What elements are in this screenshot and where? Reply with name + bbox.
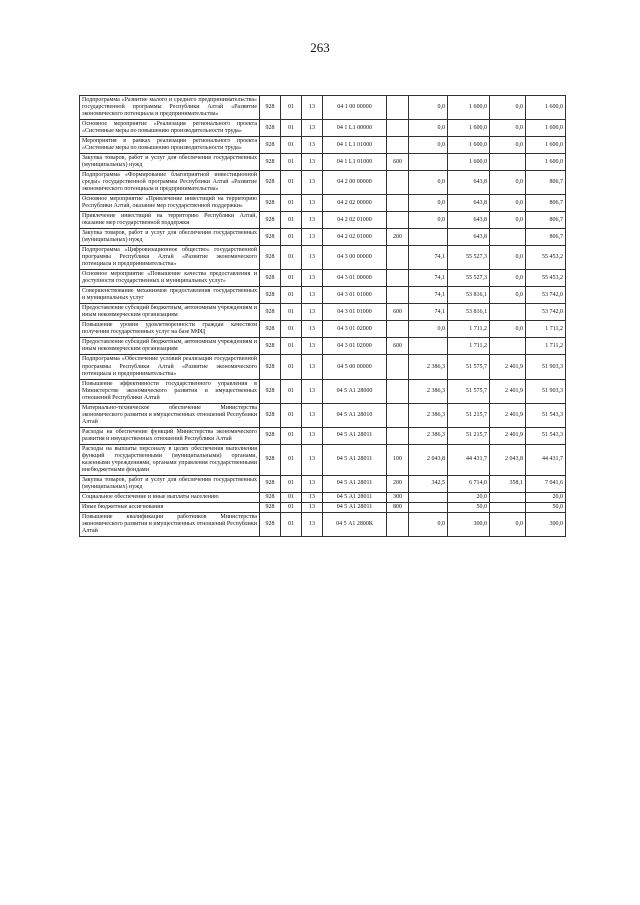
cell-amount-2: 50,0 xyxy=(448,502,490,512)
cell-subsection: 13 xyxy=(302,195,323,212)
cell-amount-2: 51 215,7 xyxy=(448,403,490,427)
cell-expense-type xyxy=(387,379,409,403)
cell-grbs: 928 xyxy=(260,502,281,512)
cell-amount-1: 0,0 xyxy=(409,512,448,536)
table-row xyxy=(80,379,566,403)
cell-section: 01 xyxy=(281,120,302,137)
table-row xyxy=(80,355,566,379)
table-row xyxy=(80,96,566,120)
cell-section: 01 xyxy=(281,287,302,304)
cell-expense-type xyxy=(387,120,409,137)
cell-amount-4: 1 711,2 xyxy=(526,321,566,338)
table-row xyxy=(80,246,566,270)
cell-amount-4: 806,7 xyxy=(526,171,566,195)
cell-target-article: 04 1 L1 01000 xyxy=(323,154,387,171)
cell-subsection: 13 xyxy=(302,304,323,321)
cell-amount-4: 55 453,2 xyxy=(526,246,566,270)
cell-expense-type: 200 xyxy=(387,475,409,492)
cell-amount-4: 7 041,6 xyxy=(526,475,566,492)
table-row xyxy=(80,338,566,355)
table-row xyxy=(80,229,566,246)
cell-amount-1: 2 386,3 xyxy=(409,403,448,427)
cell-target-article: 04 5 А1 28011 xyxy=(323,475,387,492)
cell-target-article: 04 2 00 00000 xyxy=(323,171,387,195)
cell-expense-type xyxy=(387,512,409,536)
cell-section: 01 xyxy=(281,246,302,270)
cell-subsection: 13 xyxy=(302,444,323,475)
cell-grbs: 928 xyxy=(260,355,281,379)
cell-amount-1 xyxy=(409,154,448,171)
cell-target-article: 04 5 А1 28010 xyxy=(323,403,387,427)
cell-name: Основное мероприятие «Повышение качества предоставления и доступности государственных и муниципальных услуг» xyxy=(80,270,260,287)
cell-amount-4: 1 600,0 xyxy=(526,137,566,154)
cell-section: 01 xyxy=(281,212,302,229)
cell-amount-3: 2 401,9 xyxy=(490,427,526,444)
cell-expense-type xyxy=(387,212,409,229)
table-row xyxy=(80,287,566,304)
cell-target-article: 04 3 01 00000 xyxy=(323,270,387,287)
table-row xyxy=(80,154,566,171)
cell-section: 01 xyxy=(281,512,302,536)
cell-name: Социальное обеспечение и иные выплаты населению xyxy=(80,492,260,502)
cell-name: Материально-техническое обеспечение Министерства экономического развития и имущественных отношений Республики Алтай xyxy=(80,403,260,427)
page-number: 263 xyxy=(310,40,330,55)
cell-amount-3: 2 401,9 xyxy=(490,355,526,379)
cell-name: Привлечение инвестиций на территорию Республики Алтай, оказание мер государственной поддержки xyxy=(80,212,260,229)
cell-name: Основное мероприятие «Реализация регионального проекта «Системные меры по повышению производительности труда» xyxy=(80,120,260,137)
cell-amount-3 xyxy=(490,492,526,502)
cell-amount-2: 1 711,2 xyxy=(448,338,490,355)
cell-amount-4: 51 903,3 xyxy=(526,355,566,379)
cell-expense-type xyxy=(387,171,409,195)
cell-amount-3 xyxy=(490,338,526,355)
cell-expense-type: 200 xyxy=(387,229,409,246)
cell-grbs: 928 xyxy=(260,270,281,287)
cell-grbs: 928 xyxy=(260,246,281,270)
cell-expense-type xyxy=(387,321,409,338)
table-row xyxy=(80,475,566,492)
cell-expense-type xyxy=(387,403,409,427)
cell-section: 01 xyxy=(281,355,302,379)
cell-name: Закупка товаров, работ и услуг для обеспечения государственных (муниципальных) нужд xyxy=(80,475,260,492)
cell-grbs: 928 xyxy=(260,137,281,154)
cell-amount-3: 0,0 xyxy=(490,212,526,229)
cell-expense-type xyxy=(387,270,409,287)
cell-target-article: 04 5 00 00000 xyxy=(323,355,387,379)
cell-subsection: 13 xyxy=(302,154,323,171)
cell-amount-1: 0,0 xyxy=(409,137,448,154)
cell-target-article: 04 1 L1 00000 xyxy=(323,120,387,137)
cell-expense-type: 100 xyxy=(387,444,409,475)
cell-subsection: 13 xyxy=(302,212,323,229)
cell-amount-3: 2 043,8 xyxy=(490,444,526,475)
cell-target-article: 04 5 А1 28011 xyxy=(323,444,387,475)
cell-expense-type: 600 xyxy=(387,338,409,355)
table-row xyxy=(80,502,566,512)
cell-amount-2: 643,8 xyxy=(448,229,490,246)
cell-amount-3: 0,0 xyxy=(490,195,526,212)
cell-amount-1: 2 386,3 xyxy=(409,379,448,403)
cell-target-article: 04 2 02 00000 xyxy=(323,195,387,212)
cell-amount-2: 300,0 xyxy=(448,512,490,536)
cell-grbs: 928 xyxy=(260,444,281,475)
cell-amount-2: 51 575,7 xyxy=(448,355,490,379)
cell-amount-3: 0,0 xyxy=(490,96,526,120)
cell-subsection: 13 xyxy=(302,270,323,287)
cell-subsection: 13 xyxy=(302,171,323,195)
cell-amount-1: 0,0 xyxy=(409,195,448,212)
cell-grbs: 928 xyxy=(260,427,281,444)
cell-amount-1: 2 043,8 xyxy=(409,444,448,475)
cell-amount-4: 51 543,3 xyxy=(526,403,566,427)
cell-amount-3 xyxy=(490,304,526,321)
cell-target-article: 04 3 01 02000 xyxy=(323,338,387,355)
cell-amount-4: 51 903,3 xyxy=(526,379,566,403)
cell-grbs: 928 xyxy=(260,212,281,229)
cell-amount-2: 55 527,3 xyxy=(448,246,490,270)
cell-amount-4: 806,7 xyxy=(526,195,566,212)
cell-amount-4: 300,0 xyxy=(526,512,566,536)
cell-amount-4: 1 600,0 xyxy=(526,96,566,120)
cell-amount-3: 0,0 xyxy=(490,120,526,137)
cell-name: Совершенствование механизмов предоставления государственных и муниципальных услуг xyxy=(80,287,260,304)
cell-grbs: 928 xyxy=(260,321,281,338)
cell-name: Повышение уровня удовлетворенности граждан качеством получения государственных услуг на базе МФЦ xyxy=(80,321,260,338)
budget-table xyxy=(79,95,566,537)
cell-amount-3: 0,0 xyxy=(490,321,526,338)
cell-name: Предоставление субсидий бюджетным, автономным учреждениям и иным некоммерческим организациям xyxy=(80,338,260,355)
cell-amount-2: 44 431,7 xyxy=(448,444,490,475)
cell-expense-type xyxy=(387,96,409,120)
cell-section: 01 xyxy=(281,492,302,502)
cell-target-article: 04 5 А1 2800К xyxy=(323,512,387,536)
cell-amount-1: 0,0 xyxy=(409,120,448,137)
cell-grbs: 928 xyxy=(260,195,281,212)
cell-name: Повышение квалификации работников Министерства экономического развития и имущественных отношений Республики Алтай xyxy=(80,512,260,536)
table-row xyxy=(80,195,566,212)
cell-subsection: 13 xyxy=(302,246,323,270)
cell-target-article: 04 3 01 01000 xyxy=(323,287,387,304)
cell-name: Подпрограмма «Развитие малого и среднего предпринимательства» государственной программы Республики Алтай «Развитие экономического потенциала и предпринимательства» xyxy=(80,96,260,120)
cell-grbs: 928 xyxy=(260,287,281,304)
cell-name: Повышение эффективности государственного управления в Министерстве экономического развития и имущественных отношений Республики Алтай xyxy=(80,379,260,403)
cell-amount-4: 806,7 xyxy=(526,229,566,246)
cell-amount-2: 1 600,0 xyxy=(448,154,490,171)
table-row xyxy=(80,512,566,536)
cell-grbs: 928 xyxy=(260,229,281,246)
cell-amount-2: 1 600,0 xyxy=(448,137,490,154)
cell-amount-2: 643,8 xyxy=(448,195,490,212)
table-row xyxy=(80,403,566,427)
cell-target-article: 04 2 02 01000 xyxy=(323,229,387,246)
cell-amount-1 xyxy=(409,338,448,355)
cell-target-article: 04 1 L1 01000 xyxy=(323,137,387,154)
cell-grbs: 928 xyxy=(260,304,281,321)
cell-section: 01 xyxy=(281,96,302,120)
cell-section: 01 xyxy=(281,154,302,171)
table-row xyxy=(80,304,566,321)
cell-section: 01 xyxy=(281,304,302,321)
cell-grbs: 928 xyxy=(260,120,281,137)
cell-amount-3: 0,0 xyxy=(490,246,526,270)
cell-section: 01 xyxy=(281,321,302,338)
cell-amount-1: 342,5 xyxy=(409,475,448,492)
table-row xyxy=(80,171,566,195)
cell-target-article: 04 3 01 01000 xyxy=(323,304,387,321)
cell-section: 01 xyxy=(281,502,302,512)
cell-amount-2: 1 711,2 xyxy=(448,321,490,338)
cell-target-article: 04 3 00 00000 xyxy=(323,246,387,270)
cell-target-article: 04 5 А1 28011 xyxy=(323,427,387,444)
cell-amount-3: 0,0 xyxy=(490,137,526,154)
cell-expense-type xyxy=(387,287,409,304)
cell-amount-2: 53 816,1 xyxy=(448,287,490,304)
cell-amount-1: 74,1 xyxy=(409,287,448,304)
cell-amount-4: 20,0 xyxy=(526,492,566,502)
cell-name: Основное мероприятие «Привлечение инвестиций на территорию Республики Алтай, оказание мер государственной поддержки» xyxy=(80,195,260,212)
cell-amount-3: 2 401,9 xyxy=(490,403,526,427)
cell-grbs: 928 xyxy=(260,403,281,427)
cell-amount-3: 0,0 xyxy=(490,270,526,287)
cell-expense-type xyxy=(387,427,409,444)
cell-amount-2: 1 600,0 xyxy=(448,96,490,120)
cell-amount-2: 55 527,3 xyxy=(448,270,490,287)
cell-section: 01 xyxy=(281,171,302,195)
cell-amount-1: 0,0 xyxy=(409,96,448,120)
cell-name: Расходы на обеспечение функций Министерства экономического развития и имущественных отношений Республики Алтай xyxy=(80,427,260,444)
cell-amount-1 xyxy=(409,229,448,246)
cell-subsection: 13 xyxy=(302,96,323,120)
cell-section: 01 xyxy=(281,379,302,403)
cell-amount-2: 6 714,0 xyxy=(448,475,490,492)
cell-amount-1: 0,0 xyxy=(409,321,448,338)
cell-name: Подпрограмма «Обеспечение условий реализации государственной программы Республики Алтай «Развитие экономического потенциала и предпринимательства» xyxy=(80,355,260,379)
cell-amount-1: 0,0 xyxy=(409,171,448,195)
cell-amount-3: 358,1 xyxy=(490,475,526,492)
cell-amount-3: 2 401,9 xyxy=(490,379,526,403)
cell-grbs: 928 xyxy=(260,171,281,195)
table-row xyxy=(80,427,566,444)
cell-amount-2: 643,8 xyxy=(448,212,490,229)
cell-amount-4: 806,7 xyxy=(526,212,566,229)
cell-subsection: 13 xyxy=(302,512,323,536)
cell-amount-4: 53 742,0 xyxy=(526,287,566,304)
cell-target-article: 04 1 00 00000 xyxy=(323,96,387,120)
cell-name: Расходы на выплаты персоналу в целях обеспечения выполнения функций государственными (муниципальными) органами, казенными учреждениями, органами управления государственными внебюджетными фондами xyxy=(80,444,260,475)
cell-grbs: 928 xyxy=(260,96,281,120)
cell-amount-4: 1 711,2 xyxy=(526,338,566,355)
table-row xyxy=(80,444,566,475)
cell-amount-1: 2 386,3 xyxy=(409,427,448,444)
cell-name: Предоставление субсидий бюджетным, автономным учреждениям и иным некоммерческим организациям xyxy=(80,304,260,321)
cell-name: Подпрограмма «Цифровизационное общество» государственной программы Республики Алтай «Развитие экономического потенциала и предпринимательства» xyxy=(80,246,260,270)
cell-amount-4: 44 431,7 xyxy=(526,444,566,475)
cell-grbs: 928 xyxy=(260,379,281,403)
table-row xyxy=(80,270,566,287)
cell-target-article: 04 3 01 02000 xyxy=(323,321,387,338)
cell-target-article: 04 5 А1 28000 xyxy=(323,379,387,403)
table-row xyxy=(80,120,566,137)
cell-section: 01 xyxy=(281,229,302,246)
cell-subsection: 13 xyxy=(302,321,323,338)
cell-subsection: 13 xyxy=(302,492,323,502)
cell-subsection: 13 xyxy=(302,355,323,379)
cell-section: 01 xyxy=(281,427,302,444)
cell-amount-1: 74,1 xyxy=(409,304,448,321)
table-body xyxy=(80,96,566,537)
cell-amount-4: 1 600,0 xyxy=(526,120,566,137)
cell-amount-2: 643,8 xyxy=(448,171,490,195)
cell-name: Иные бюджетные ассигнования xyxy=(80,502,260,512)
cell-subsection: 13 xyxy=(302,403,323,427)
cell-amount-3 xyxy=(490,502,526,512)
cell-section: 01 xyxy=(281,403,302,427)
cell-subsection: 13 xyxy=(302,502,323,512)
cell-amount-1: 74,1 xyxy=(409,246,448,270)
cell-amount-3: 0,0 xyxy=(490,171,526,195)
cell-expense-type: 300 xyxy=(387,492,409,502)
cell-name: Закупка товаров, работ и услуг для обеспечения государственных (муниципальных) нужд xyxy=(80,154,260,171)
cell-target-article: 04 2 02 01000 xyxy=(323,212,387,229)
cell-amount-3: 0,0 xyxy=(490,287,526,304)
cell-expense-type xyxy=(387,246,409,270)
cell-section: 01 xyxy=(281,475,302,492)
table-row xyxy=(80,212,566,229)
cell-subsection: 13 xyxy=(302,338,323,355)
cell-subsection: 13 xyxy=(302,427,323,444)
cell-section: 01 xyxy=(281,137,302,154)
cell-grbs: 928 xyxy=(260,512,281,536)
cell-amount-4: 51 543,3 xyxy=(526,427,566,444)
table-row xyxy=(80,321,566,338)
cell-expense-type xyxy=(387,195,409,212)
cell-amount-2: 51 215,7 xyxy=(448,427,490,444)
cell-amount-1: 2 386,3 xyxy=(409,355,448,379)
cell-amount-2: 53 816,1 xyxy=(448,304,490,321)
cell-amount-3 xyxy=(490,154,526,171)
cell-name: Подпрограмма «Формирование благоприятной инвестиционной среды» государственной программы Республики Алтай «Развитие экономического потенциала и предпринимательства» xyxy=(80,171,260,195)
cell-amount-1: 74,1 xyxy=(409,270,448,287)
cell-expense-type: 600 xyxy=(387,154,409,171)
cell-amount-1 xyxy=(409,492,448,502)
cell-amount-4: 50,0 xyxy=(526,502,566,512)
cell-section: 01 xyxy=(281,195,302,212)
cell-expense-type: 600 xyxy=(387,304,409,321)
cell-section: 01 xyxy=(281,444,302,475)
cell-expense-type xyxy=(387,137,409,154)
cell-section: 01 xyxy=(281,270,302,287)
cell-amount-2: 51 575,7 xyxy=(448,379,490,403)
cell-name: Закупка товаров, работ и услуг для обеспечения государственных (муниципальных) нужд xyxy=(80,229,260,246)
cell-grbs: 928 xyxy=(260,492,281,502)
cell-amount-2: 1 600,0 xyxy=(448,120,490,137)
cell-target-article: 04 5 А1 28011 xyxy=(323,492,387,502)
cell-amount-4: 53 742,0 xyxy=(526,304,566,321)
cell-subsection: 13 xyxy=(302,229,323,246)
cell-grbs: 928 xyxy=(260,338,281,355)
table-row xyxy=(80,137,566,154)
cell-expense-type: 800 xyxy=(387,502,409,512)
cell-amount-1: 0,0 xyxy=(409,212,448,229)
cell-grbs: 928 xyxy=(260,154,281,171)
cell-subsection: 13 xyxy=(302,379,323,403)
cell-target-article: 04 5 А1 28011 xyxy=(323,502,387,512)
cell-grbs: 928 xyxy=(260,475,281,492)
cell-section: 01 xyxy=(281,338,302,355)
cell-amount-3: 0,0 xyxy=(490,512,526,536)
cell-amount-3 xyxy=(490,229,526,246)
cell-expense-type xyxy=(387,355,409,379)
cell-name: Мероприятия в рамках реализации регионального проекта «Системные меры по повышению производительности труда» xyxy=(80,137,260,154)
cell-subsection: 13 xyxy=(302,287,323,304)
cell-amount-4: 1 600,0 xyxy=(526,154,566,171)
cell-subsection: 13 xyxy=(302,120,323,137)
table-row xyxy=(80,492,566,502)
cell-subsection: 13 xyxy=(302,475,323,492)
cell-amount-1 xyxy=(409,502,448,512)
cell-subsection: 13 xyxy=(302,137,323,154)
cell-amount-4: 55 453,2 xyxy=(526,270,566,287)
cell-amount-2: 20,0 xyxy=(448,492,490,502)
